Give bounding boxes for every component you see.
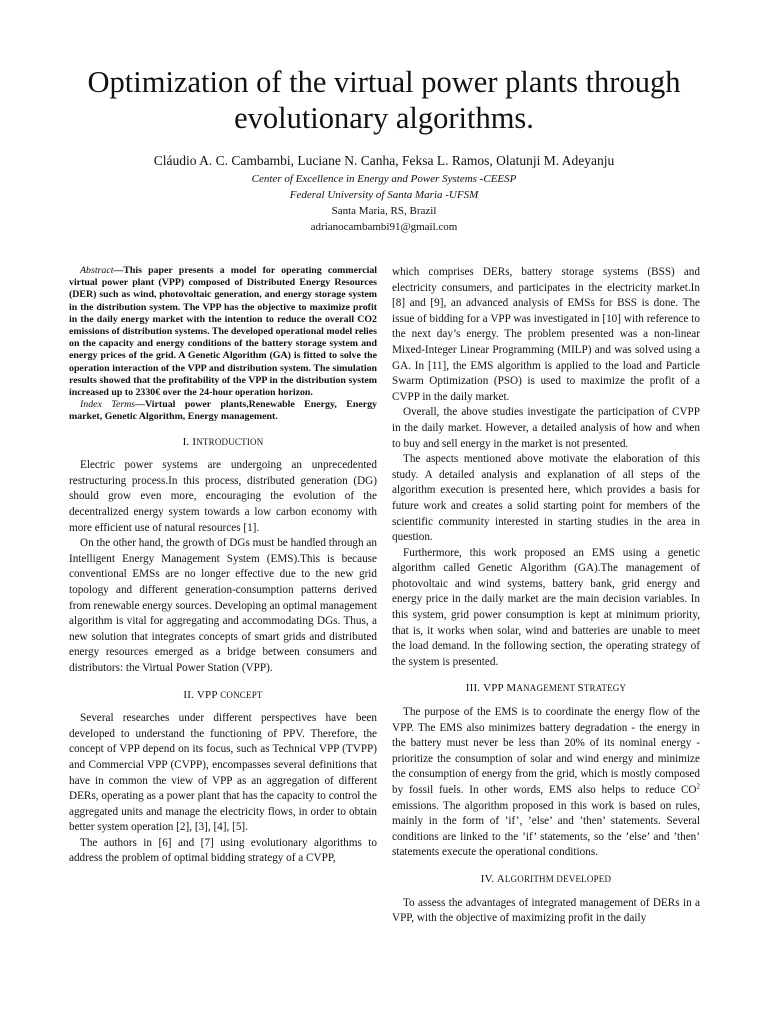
vpp-concept-paragraph-5: Furthermore, this work proposed an EMS using a genetic algorithm called Genetic Algorithm (GA).The management of photovoltaic and wind systems, battery bank, grid energy and energy price in the daily market are the main decision variables. In this system, grid power consumption is kept at minimum priority, that is, it works when solar, wind and batteries are unable to meet the load demand. In the following section, the operating strategy of the system is presented. — [392, 546, 700, 668]
author-list: Cláudio A. C. Cambambi, Luciane N. Canha, Feksa L. Ramos, Olatunji M. Adeyanju — [153, 153, 615, 168]
affiliation-location: Santa Maria, RS, Brazil — [331, 205, 437, 217]
intro-paragraph-2: On the other hand, the growth of DGs must be handled through an Intelligent Energy Management System (EMS).This is because conventional EMSs are no longer effective due to the new grid topology and different generation-consumption patterns derived from renewable energy sources. Developing an optimal management algorithm is vital for aggregating and accommodating DGs. Thus, a new solution that integrates concepts of smart grids and distributed energy resources emerged as a bridge between consumers and distributors: the Virtual Power Station (VPP). — [69, 537, 377, 674]
paper-title: Optimization of the virtual power plants through evolutionary algorithms. — [87, 65, 681, 135]
management-strategy-paragraph: The purpose of the EMS is to coordinate the energy flow of the VPP. The EMS also minimizes battery degradation - the energy in the battery must never be less than 20% of its nominal energy - prioritize the consumption of solar and wind energy and minimize the consumption of energy from the grid, which is mostly composed by fossil fuels. In other words, EMS also helps to reduce $CO^2$ emissions. The algorithm proposed in this work is based on rules, mainly in the form of ’if’, ’else’ and ’then’ statements. Several conditions are linked to the ’if’ statements, so the ’else’ and ’then’ statements execute the operational conditions. — [392, 706, 700, 859]
section-heading-algorithm-developed: IV. ALGORITHM DEVELOPED — [480, 872, 612, 885]
vpp-concept-paragraph-2-continued: which comprises DERs, battery storage systems (BSS) and electricity consumers, and participates in the electricity market.In [8] and [9], an advanced analysis of EMSs for BSS is done. The issue of bidding for a VPP was investigated in [10] with reference to the next day’s energy. The problem presented was a non-linear Mixed-Integer Linear Programming (MILP) and was solved using a GA. In [11], the EMS algorithm is applied to the load and Particle Swarm Optimization (PSO) is used to maximize the profit of a CVPP in the daily market. — [392, 266, 700, 403]
vpp-concept-paragraph-2: The authors in [6] and [7] using evolutionary algorithms to address the problem of optimal bidding strategy of a CVPP, — [69, 836, 377, 865]
section-heading-introduction: I. INTRODUCTION — [182, 435, 264, 448]
index-terms — [69, 399, 377, 423]
section-heading-management-strategy: III. VPP MANAGEMENT STRATEGY — [465, 682, 627, 695]
affiliation-university: Federal University of Santa Maria -UFSM — [289, 189, 479, 201]
right-column — [392, 265, 700, 927]
intro-paragraph-1: Electric power systems are undergoing an unprecedented restructuring process.In this process, distributed generation (DG) should grow even more, encouraging the evolution of the decentralized energy system towards a low carbon economy with more efficient use of natural resources [1]. — [69, 459, 377, 534]
section-heading-vpp-concept: II. VPP CONCEPT — [183, 688, 263, 701]
author-email: adrianocambambi91@gmail.com — [310, 221, 458, 233]
affiliation-center: Center of Excellence in Energy and Power Systems -CEESP — [251, 173, 517, 185]
abstract-text: —This paper presents a model for operating commercial virtual power plant (VPP) composed of Distributed Energy Resources (DER) such as wind, photovoltaic generation, and energy storage system in the distribution system. The VPP has the objective to maximize profit in the daily energy market with the intention to reduce the overall CO2 emissions of distribution systems. The developed operational model relies on the capacity and energy conditions of the battery storage system and energy prices of the grid. A Genetic Algorithm (GA) is fitted to solve the operation interaction of the VPP and distribution system. The simulation results showed that the profitability of the VPP in the distribution system increased up to 2330€ over the 24-hour operation horizon. — [69, 265, 377, 399]
index-terms-label: Index Terms — [80, 399, 136, 411]
index-terms-text: —Virtual power plants,Renewable Energy, Energy market, Genetic Algorithm, Energy management. — [69, 399, 377, 423]
algorithm-paragraph: To assess the advantages of integrated management of DERs in a VPP, with the objective of maximizing profit in the daily — [392, 896, 700, 925]
vpp-concept-paragraph-3: Overall, the above studies investigate the participation of CVPP in the daily market. However, a detailed analysis of how and when to buy and sell energy in the market is not presented. — [392, 406, 700, 450]
abstract — [69, 265, 377, 399]
abstract-label: Abstract — [80, 265, 114, 276]
vpp-concept-paragraph-1: Several researches under different perspectives have been developed to understand the functioning of PPV. Therefore, the concept of VPP depend on its focus, such as Technical VPP (TVPP) and Commercial VPP (CVPP), encompasses several definitions that have in common the view of VPP as an aggregation of different DERs, operating as a power plant that has the capacity to control the aggregated units and manage the electricity flows, in order to obtain better system operation [2], [3], [4], [5]. — [69, 712, 377, 834]
left-column — [69, 265, 377, 867]
vpp-concept-paragraph-4: The aspects mentioned above motivate the elaboration of this study. A detailed analysis and explanation of all steps of the algorithm execution is presented here, which provides a basis for future work and creates a solid starting point for members of the scientific community interested in starting studies in the area in question. — [392, 453, 700, 544]
